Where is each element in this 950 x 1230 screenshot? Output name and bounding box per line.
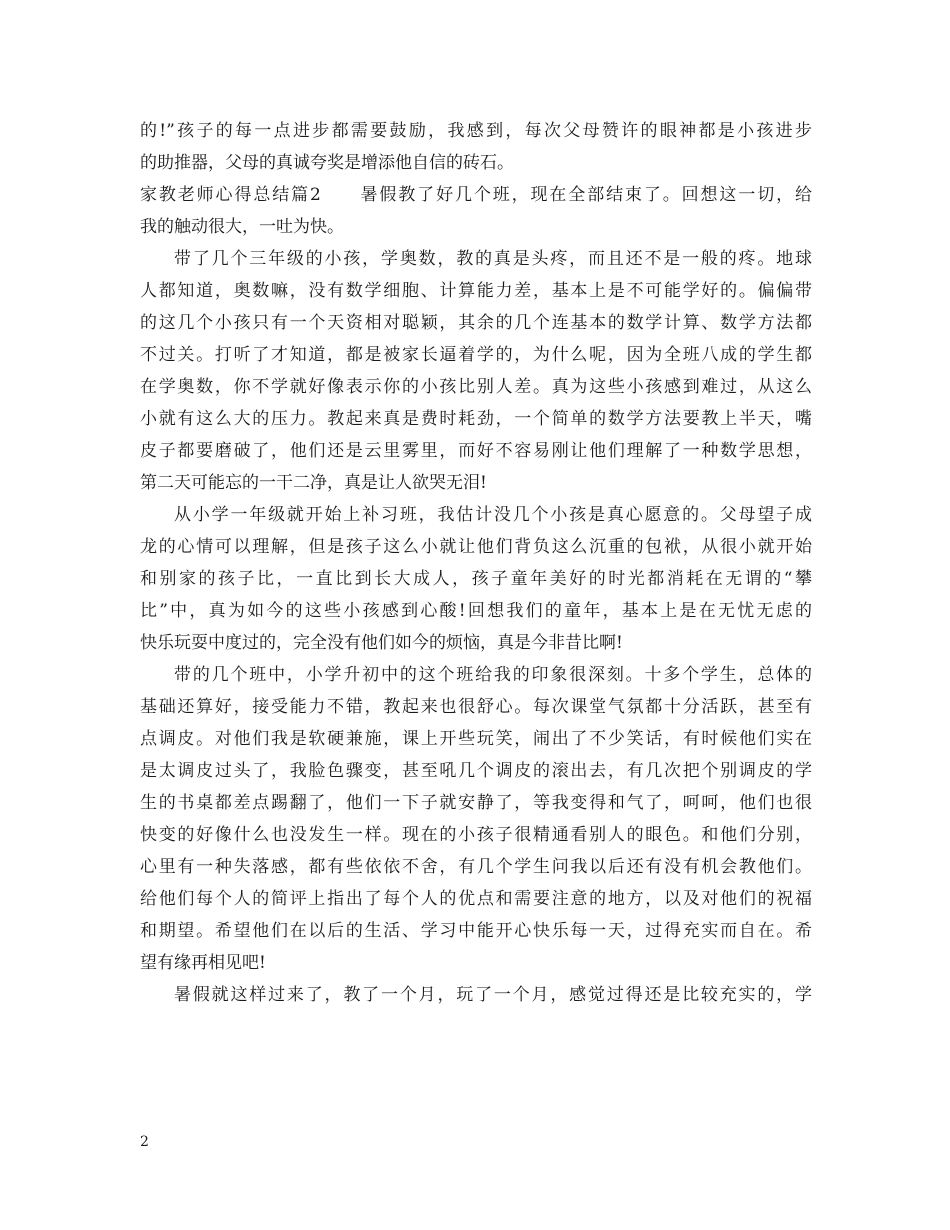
text-line: 我的触动很大，一吐为快。: [140, 217, 344, 237]
text-line: 点调皮。对他们我是软硬兼施，课上开些玩笑，闹出了不少笑话，有时候他们实在: [140, 729, 812, 749]
text-line: 小就有这么大的压力。教起来真是费时耗劲，一个简单的数学方法要教上半天，嘴: [140, 409, 812, 429]
text-line: 的这几个小孩只有一个天资相对聪颖，其余的几个连基本的数学计算、数学方法都: [140, 313, 812, 333]
text-line: 是太调皮过头了，我脸色骤变，甚至吼几个调皮的滚出去，有几次把个别调皮的学: [140, 761, 812, 781]
text-line: 生的书桌都差点踢翻了，他们一下子就安静了，等我变得和气了，呵呵，他们也很: [140, 793, 812, 813]
document-body: [140, 115, 812, 1011]
text-line: 不过关。打听了才知道，都是被家长逼着学的，为什么呢，因为全班八成的学生都: [140, 345, 812, 365]
text-line: 望有缘再相见吧!: [140, 953, 266, 973]
text-line: 和别家的孩子比，一直比到长大成人，孩子童年美好的时光都消耗在无谓的“攀: [140, 569, 812, 589]
text-line: 和期望。希望他们在以后的生活、学习中能开心快乐每一天，过得充实而自在。希: [140, 921, 812, 941]
paragraph-first-line: 带了几个三年级的小孩，学奥数，教的真是头疼，而且还不是一般的疼。地球: [174, 249, 812, 269]
text-line: 皮子都要磨破了，他们还是云里雾里，而好不容易刚让他们理解了一种数学思想，: [140, 441, 812, 461]
text-line: 龙的心情可以理解，但是孩子这么小就让他们背负这么沉重的包袱，从很小就开始: [140, 537, 812, 557]
text-line: 心里有一种失落感，都有些依依不舍，有几个学生问我以后还有没有机会教他们。: [140, 857, 812, 877]
text-line: 人都知道，奥数嘛，没有数学细胞、计算能力差，基本上是不可能学好的。偏偏带: [140, 281, 812, 301]
text-line: 第二天可能忘的一干二净，真是让人欲哭无泪!: [140, 473, 487, 493]
paragraph-first-line: 暑假就这样过来了，教了一个月，玩了一个月，感觉过得还是比较充实的，学: [174, 985, 812, 1005]
section-heading-line: 家教老师心得总结篇2 暑假教了好几个班，现在全部结束了。回想这一切，给: [140, 185, 812, 205]
paragraph-first-line: 从小学一年级就开始上补习班，我估计没几个小孩是真心愿意的。父母望子成: [174, 505, 812, 525]
text-line: 快乐玩耍中度过的，完全没有他们如今的烦恼，真是今非昔比啊!: [140, 633, 623, 653]
page-number: 2: [140, 1134, 149, 1150]
paragraph-first-line: 带的几个班中，小学升初中的这个班给我的印象很深刻。十多个学生，总体的: [174, 665, 812, 685]
text-line: 基础还算好，接受能力不错，教起来也很舒心。每次课堂气氛都十分活跃，甚至有: [140, 697, 812, 717]
text-line: 给他们每个人的简评上指出了每个人的优点和需要注意的地方，以及对他们的祝福: [140, 889, 812, 909]
text-line: 的助推器，父母的真诚夸奖是增添他自信的砖石。: [140, 153, 514, 173]
text-line: 比”中，真为如今的这些小孩感到心酸!回想我们的童年，基本上是在无忧无虑的: [140, 601, 812, 621]
text-line: 在学奥数，你不学就好像表示你的小孩比别人差。真为这些小孩感到难过，从这么: [140, 377, 812, 397]
text-line: 快变的好像什么也没发生一样。现在的小孩子很精通看别人的眼色。和他们分别，: [140, 825, 812, 845]
text-line: 的!”孩子的每一点进步都需要鼓励，我感到，每次父母赞许的眼神都是小孩进步: [140, 121, 812, 141]
